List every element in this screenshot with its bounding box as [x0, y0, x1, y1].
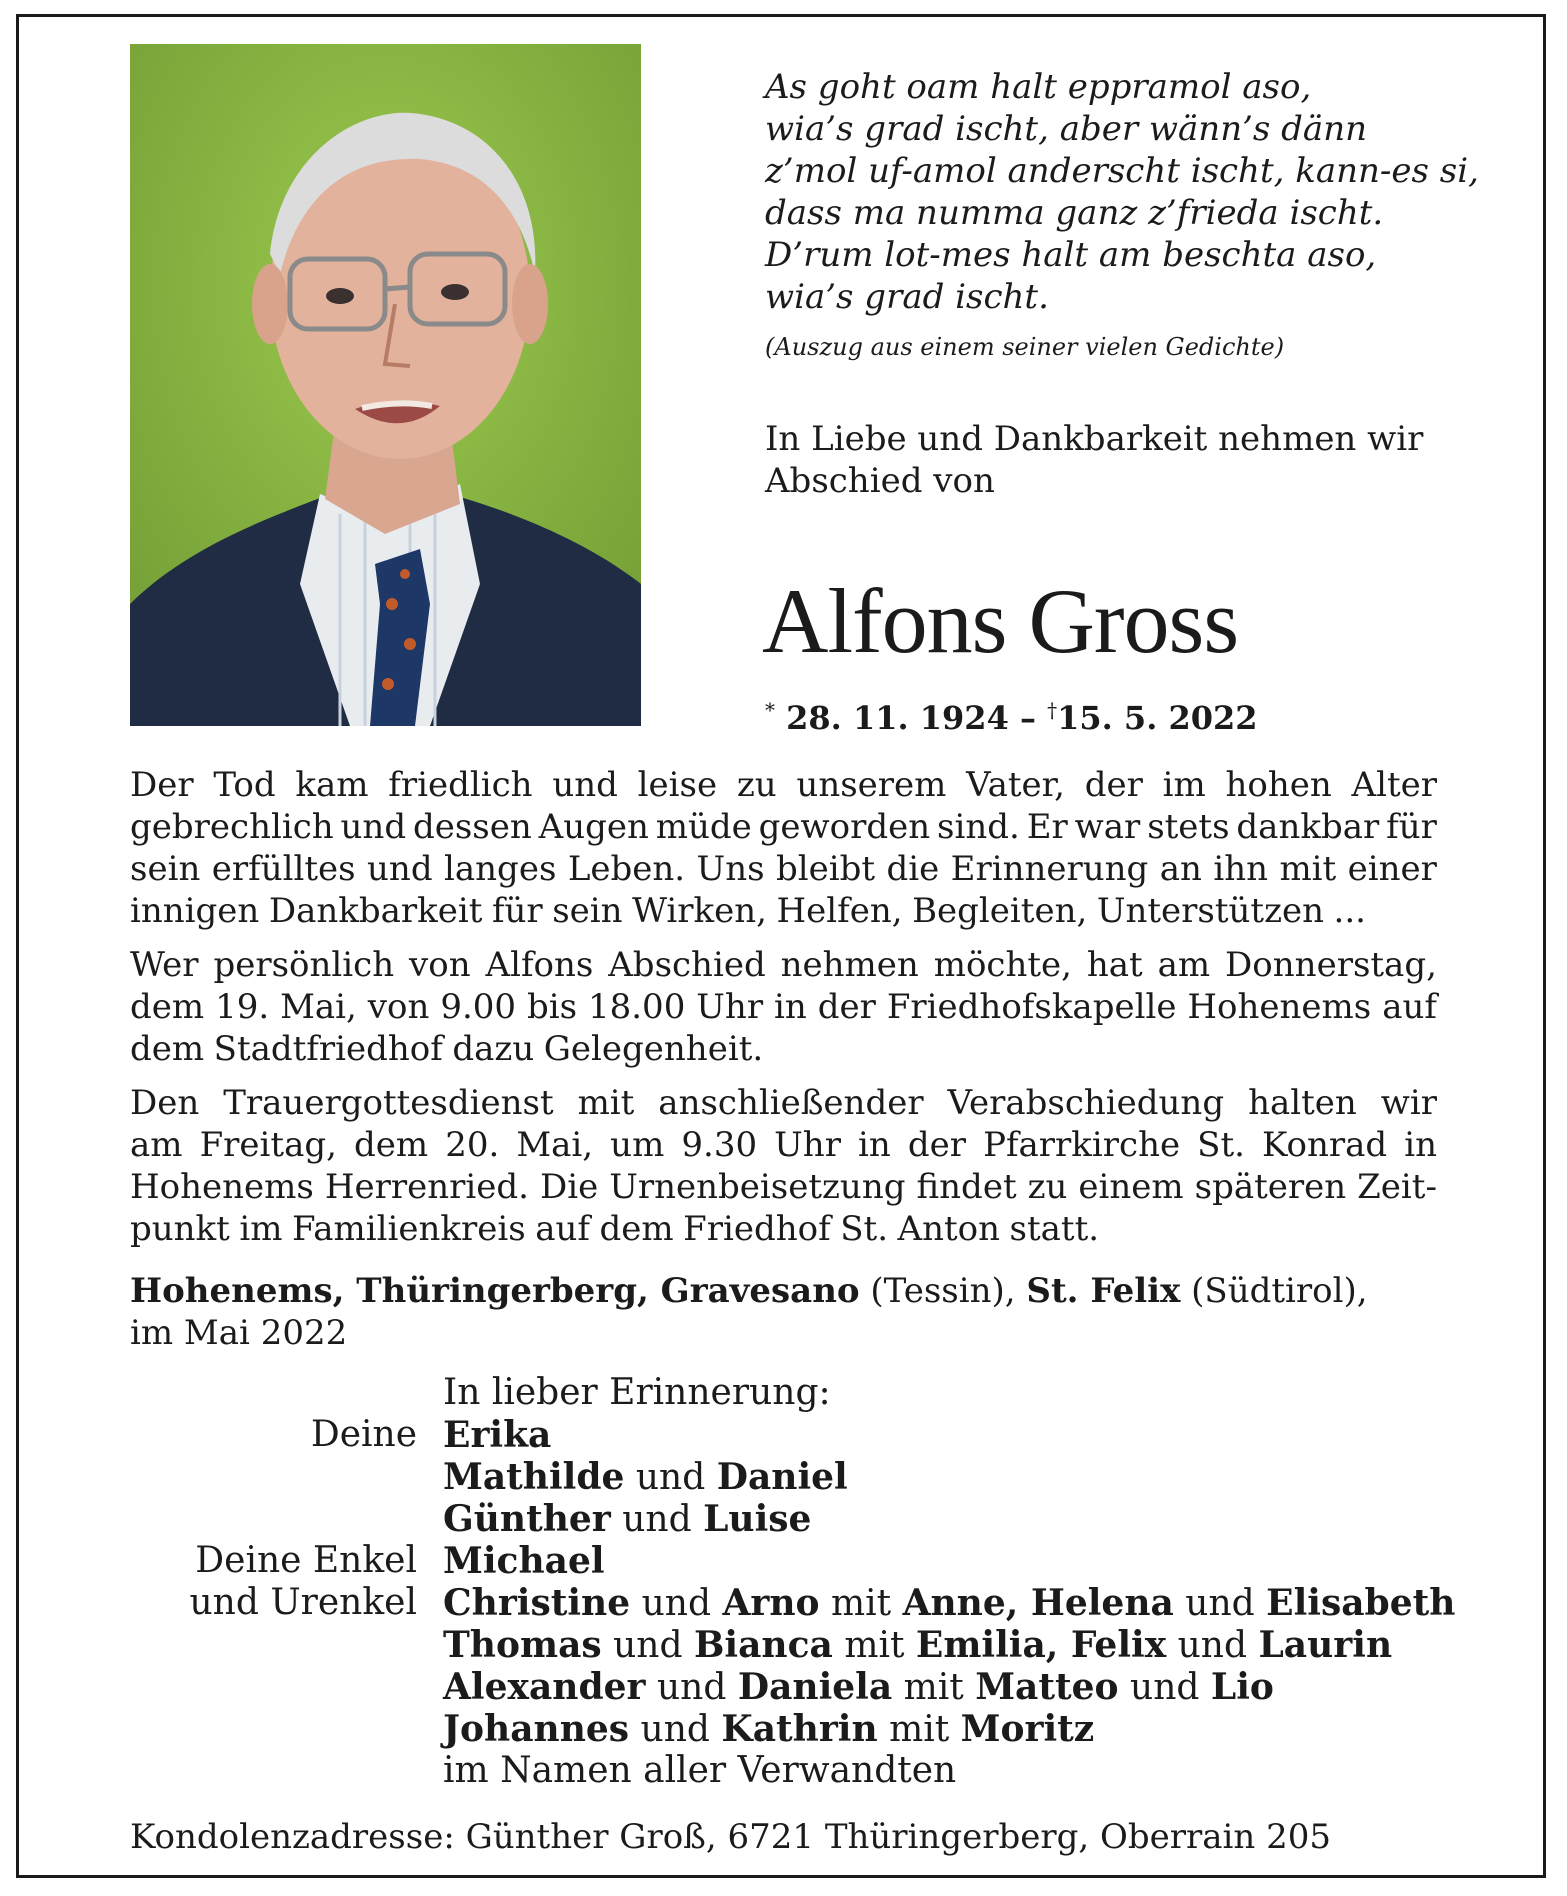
word: Gelegenheit. — [543, 1029, 764, 1069]
place-region-1: (Tessin), — [859, 1271, 1027, 1311]
place-line — [130, 1270, 1368, 1312]
word: und — [367, 849, 433, 889]
paragraph-line — [130, 1082, 1437, 1124]
word: Tod — [213, 765, 276, 805]
conj-und: und — [1177, 1625, 1248, 1666]
word: Alter — [1351, 765, 1437, 805]
place-names-1: Hohenems, Thüringerberg, Gravesano — [130, 1271, 860, 1311]
conj-und: und — [613, 1625, 683, 1666]
word: Helfen, — [776, 891, 903, 931]
word: Hohenems — [1187, 987, 1372, 1027]
word: dem — [354, 1125, 429, 1165]
name-erika: Erika — [443, 1414, 552, 1456]
word: einer — [1347, 849, 1437, 889]
word: Der — [130, 765, 194, 805]
paragraph-line — [130, 890, 1437, 932]
word: Vater, — [966, 765, 1065, 805]
word: am — [1157, 945, 1211, 985]
word: mit — [577, 1083, 635, 1123]
portrait-photo — [130, 44, 641, 726]
name-kathrin: Kathrin — [721, 1708, 878, 1750]
name-michael: Michael — [443, 1540, 605, 1582]
word: langes — [444, 849, 557, 889]
word: Augen — [538, 807, 649, 847]
deceased-name: Alfons Gross — [762, 570, 1239, 672]
death-mark: † — [1047, 698, 1058, 722]
word: auf — [1382, 987, 1437, 1027]
word: Wer — [130, 945, 199, 985]
farewell-intro — [765, 418, 1423, 502]
word: Die — [539, 1167, 599, 1207]
family-row — [0, 1582, 1567, 1624]
portrait-illustration — [130, 44, 641, 726]
word: Konrad — [1261, 1125, 1388, 1165]
word: gebrechlich — [130, 807, 334, 847]
word: St. — [840, 1209, 889, 1249]
place-names-2: St. Felix — [1026, 1271, 1181, 1311]
family-row — [0, 1750, 1567, 1792]
family-list — [0, 1372, 1567, 1792]
name-emilia-felix: Emilia, Felix — [915, 1624, 1167, 1666]
conj-mit: mit — [903, 1667, 964, 1708]
word: kam — [295, 765, 369, 805]
conj-und: und — [640, 1709, 710, 1750]
word: 9.30 — [681, 1125, 758, 1165]
word: Erinnerung — [950, 849, 1149, 889]
word: in — [858, 1125, 891, 1165]
word: wir — [1380, 1083, 1437, 1123]
word: Pfarrkirche — [983, 1125, 1181, 1165]
name-luise: Luise — [703, 1498, 812, 1540]
word: Mai, — [516, 1125, 594, 1165]
word: Uhr — [774, 1125, 841, 1165]
word: für — [1386, 807, 1437, 847]
death-date: 15. 5. 2022 — [1057, 699, 1258, 737]
word: 20. — [445, 1125, 500, 1165]
word: für — [491, 891, 543, 931]
word: Alfons — [485, 945, 594, 985]
conj-und: und — [622, 1499, 692, 1540]
word: Uns — [696, 849, 765, 889]
name-daniela: Daniela — [737, 1666, 893, 1708]
family-row — [0, 1456, 1567, 1498]
name-elisabeth: Elisabeth — [1266, 1582, 1456, 1624]
word: 18.00 — [587, 987, 686, 1027]
family-row — [0, 1414, 1567, 1456]
name-bianca: Bianca — [694, 1624, 833, 1666]
word: der — [907, 1125, 966, 1165]
paragraph-line — [130, 1208, 1437, 1250]
word: Verabschiedung — [947, 1083, 1225, 1123]
word: leise — [637, 765, 718, 805]
label-urenkel: und Urenkel — [189, 1582, 417, 1623]
paragraph-viewing — [130, 944, 1437, 1070]
birth-date: 28. 11. 1924 — [786, 699, 1009, 737]
word: dazu — [452, 1029, 535, 1069]
family-row — [0, 1624, 1567, 1666]
poem-line: D’rum lot-mes halt am beschta aso, — [765, 235, 1377, 275]
word: späteren — [1194, 1167, 1347, 1207]
word: Friedhof — [683, 1209, 831, 1249]
paragraph-line — [130, 1124, 1437, 1166]
name-moritz: Moritz — [960, 1708, 1095, 1750]
word: geworden — [758, 807, 931, 847]
word: Uhr — [696, 987, 764, 1027]
word: Familienkreis — [291, 1209, 526, 1249]
word: sind. — [937, 807, 1020, 847]
word: statt. — [1009, 1209, 1100, 1249]
label-enkel: Deine Enkel — [195, 1540, 417, 1581]
word: sein — [552, 891, 623, 931]
name-laurin: Laurin — [1258, 1624, 1393, 1666]
word: Er — [1026, 807, 1068, 847]
word: erfülltes — [211, 849, 356, 889]
date-dash: – — [1019, 699, 1036, 737]
intro-line: Abschied von — [765, 461, 995, 501]
place-date: im Mai 2022 — [130, 1313, 348, 1353]
conj-mit: mit — [844, 1625, 905, 1666]
word: persönlich — [213, 945, 395, 985]
word: im — [239, 1209, 283, 1249]
family-row — [0, 1540, 1567, 1582]
conj-und: und — [635, 1457, 706, 1498]
conj-und: und — [1185, 1583, 1255, 1624]
word: ihn — [1213, 849, 1269, 889]
condolence-address: Kondolenzadresse: Günther Groß, 6721 Thüringerberg, Oberrain 205 — [130, 1817, 1331, 1857]
word: nehmen — [780, 945, 919, 985]
word: 9.00 — [440, 987, 517, 1027]
word: bleibt — [775, 849, 876, 889]
conj-und: und — [1130, 1667, 1200, 1708]
name-lio: Lio — [1210, 1666, 1274, 1708]
name-arno: Arno — [722, 1582, 820, 1624]
paragraph-service — [130, 1082, 1437, 1250]
poem-line: wia’s grad ischt, aber wänn’s dänn — [765, 109, 1367, 149]
family-row — [0, 1666, 1567, 1708]
word: bis — [526, 987, 578, 1027]
name-mathilde: Mathilde — [443, 1456, 625, 1498]
paragraph-line — [130, 848, 1437, 890]
word: möchte, — [933, 945, 1072, 985]
family-row — [0, 1708, 1567, 1750]
word: hohen — [1225, 765, 1332, 805]
poem-line: As goht oam halt eppramol aso, — [765, 67, 1312, 107]
word: findet — [916, 1167, 1017, 1207]
conj-mit: mit — [889, 1709, 950, 1750]
word: halten — [1248, 1083, 1357, 1123]
intro-line: In Liebe und Dankbarkeit nehmen wir — [765, 419, 1424, 459]
conj-und: und — [641, 1583, 711, 1624]
word: punkt — [130, 1209, 230, 1249]
label-deine: Deine — [310, 1414, 417, 1455]
paragraph-line — [130, 1166, 1437, 1208]
name-matteo: Matteo — [975, 1666, 1119, 1708]
family-row — [0, 1498, 1567, 1540]
word: St. — [1197, 1125, 1245, 1165]
name-alexander: Alexander — [443, 1666, 646, 1708]
family-row — [0, 1372, 1567, 1414]
poem-line: wia’s grad ischt. — [765, 277, 1049, 317]
word: der — [1084, 765, 1143, 805]
word: in — [1404, 1125, 1437, 1165]
word: Urnenbeisetzung — [609, 1167, 906, 1207]
word: an — [1159, 849, 1202, 889]
word: Donnerstag, — [1225, 945, 1437, 985]
word: Stadtfriedhof — [213, 1029, 443, 1069]
word: Unterstützen — [1096, 891, 1325, 931]
word: Begleiten, — [912, 891, 1088, 931]
word: Freitag, — [199, 1125, 337, 1165]
conj-mit: mit — [831, 1583, 892, 1624]
word: Herrenried. — [324, 1167, 529, 1207]
word: innigen — [130, 891, 260, 931]
word: Wirken, — [632, 891, 767, 931]
word: anschließender — [658, 1083, 924, 1123]
family-heading: In lieber Erinnerung: — [443, 1372, 831, 1413]
word: die — [886, 849, 940, 889]
word: einem — [1078, 1167, 1184, 1207]
word: dem — [130, 987, 205, 1027]
paragraph-line — [130, 806, 1437, 848]
word: war — [1074, 807, 1141, 847]
name-thomas: Thomas — [443, 1624, 602, 1666]
word: friedlich — [388, 765, 533, 805]
word: ... — [1333, 891, 1366, 931]
word: Friedhofskapelle — [886, 987, 1177, 1027]
word: 19. — [215, 987, 270, 1027]
word: von — [367, 987, 430, 1027]
word: Dankbarkeit — [268, 891, 483, 931]
word: zu — [736, 765, 777, 805]
word: und — [340, 807, 407, 847]
word: Anton — [897, 1209, 1001, 1249]
word: mit — [1279, 849, 1337, 889]
paragraph-death — [130, 764, 1437, 932]
word: um — [610, 1125, 665, 1165]
word: im — [1162, 765, 1206, 805]
word: stets — [1147, 807, 1230, 847]
word: müde — [655, 807, 752, 847]
name-guenther: Günther — [443, 1498, 611, 1540]
word: am — [130, 1125, 183, 1165]
life-dates — [765, 690, 1258, 738]
word: Trauergottesdienst — [223, 1083, 554, 1123]
word: dessen — [412, 807, 532, 847]
word: dem — [130, 1029, 205, 1069]
word: in — [774, 987, 807, 1027]
word: Abschied — [608, 945, 766, 985]
paragraph-line — [130, 1028, 1437, 1070]
birth-mark: * — [765, 698, 775, 722]
word: und — [552, 765, 618, 805]
name-daniel: Daniel — [716, 1456, 848, 1498]
name-anne-helena: Anne, Helena — [902, 1582, 1174, 1624]
place-region-2: (Südtirol), — [1180, 1271, 1368, 1311]
paragraph-line — [130, 764, 1437, 806]
word: Mai, — [280, 987, 357, 1027]
poem — [765, 66, 1479, 318]
paragraph-line — [130, 944, 1437, 986]
poem-source-note: (Auszug aus einem seiner vielen Gedichte) — [765, 333, 1285, 361]
word: zu — [1027, 1167, 1068, 1207]
name-johannes: Johannes — [443, 1708, 630, 1750]
word: sein — [130, 849, 201, 889]
word: auf — [535, 1209, 590, 1249]
word: Den — [130, 1083, 200, 1123]
word: hat — [1086, 945, 1143, 985]
poem-line: dass ma numma ganz z’frieda ischt. — [765, 193, 1384, 233]
name-christine: Christine — [443, 1582, 631, 1624]
word: Zeit- — [1357, 1167, 1437, 1207]
word: der — [817, 987, 876, 1027]
paragraph-line — [130, 986, 1437, 1028]
word: unserem — [796, 765, 947, 805]
word: Hohenems — [130, 1167, 314, 1207]
word: dem — [599, 1209, 674, 1249]
word: Leben. — [567, 849, 686, 889]
word: von — [409, 945, 471, 985]
word: dankbar — [1236, 807, 1380, 847]
conj-und: und — [656, 1667, 727, 1708]
poem-line: z’mol uf-amol anderscht ischt, kann-es si, — [765, 151, 1479, 191]
family-closing: im Namen aller Verwandten — [443, 1750, 957, 1791]
